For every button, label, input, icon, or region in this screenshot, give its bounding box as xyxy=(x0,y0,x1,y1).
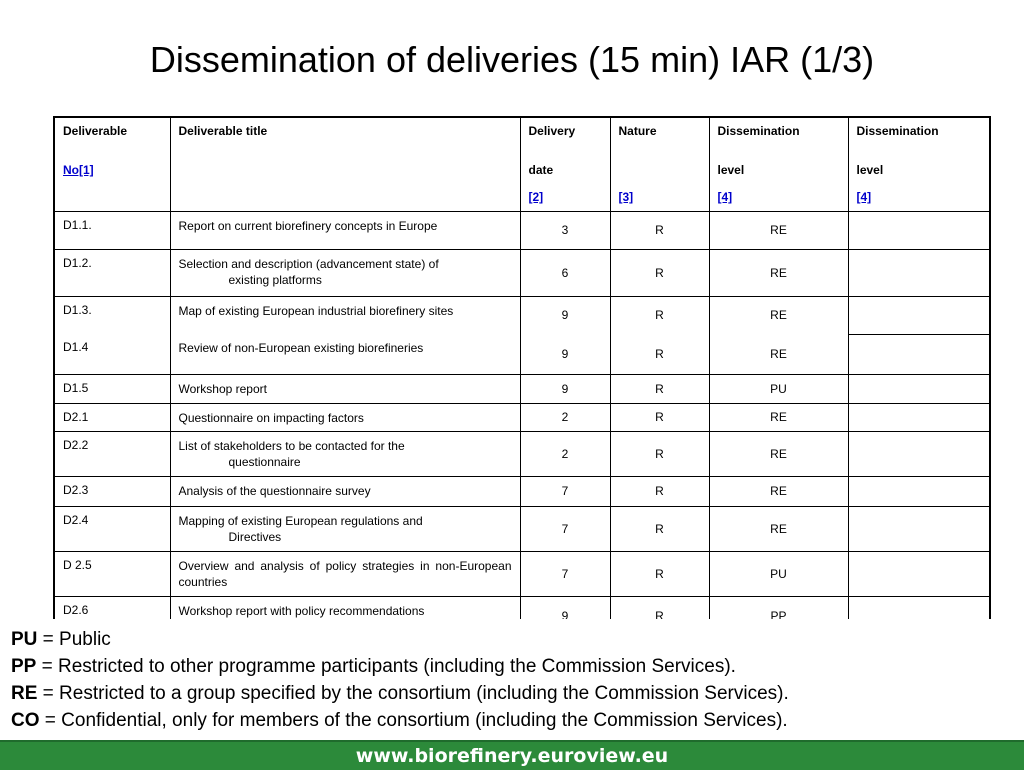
row-nature: R xyxy=(610,506,709,551)
header-deliverable-title-label: Deliverable title xyxy=(178,124,268,138)
footnote-link-3[interactable]: [3] xyxy=(618,190,634,204)
row-date: 9 xyxy=(520,374,610,403)
row-nature: R xyxy=(610,334,709,374)
legend-code: CO xyxy=(11,710,40,731)
row-level: PP xyxy=(709,596,848,619)
row-title-continued: questionnaire xyxy=(228,454,301,469)
row-level-2 xyxy=(848,596,990,619)
row-nature: R xyxy=(610,374,709,403)
row-level: RE xyxy=(709,431,848,476)
row-level-2 xyxy=(848,296,990,334)
table-row xyxy=(54,296,990,334)
footer-url-link[interactable]: www.biorefinery.euroview.eu xyxy=(355,745,669,767)
row-title: List of stakeholders to be contacted for the xyxy=(178,438,405,453)
table-row xyxy=(54,403,990,431)
row-id: D2.4 xyxy=(63,512,89,527)
deliverables-table xyxy=(53,116,991,619)
legend-text: = Confidential, only for members of the consortium (including the Commission Services). xyxy=(39,710,788,731)
footnote-link-2[interactable]: [2] xyxy=(528,190,544,204)
row-level: PU xyxy=(709,374,848,403)
row-id: D1.4 xyxy=(63,340,89,354)
header-dissemination-level-2 xyxy=(848,117,990,211)
row-date: 7 xyxy=(520,551,610,596)
footnote-link-4[interactable]: [4] xyxy=(717,190,733,204)
legend-item xyxy=(11,680,1011,707)
row-nature: R xyxy=(610,596,709,619)
row-title: Questionnaire on impacting factors xyxy=(178,410,364,425)
row-date: 3 xyxy=(520,211,610,249)
row-level: RE xyxy=(709,506,848,551)
footer-bar xyxy=(0,740,1024,770)
row-level-2 xyxy=(848,431,990,476)
row-id: D1.1. xyxy=(63,217,92,232)
footnote-link-1[interactable]: No[1] xyxy=(63,163,94,177)
table-row xyxy=(54,211,990,249)
row-id: D2.1 xyxy=(63,409,89,424)
row-title-continued: existing platforms xyxy=(228,272,322,287)
row-date: 7 xyxy=(520,506,610,551)
row-title: Mapping of existing European regulations and xyxy=(178,513,423,528)
legend-text: = Restricted to other programme participants (including the Commission Services). xyxy=(36,656,736,677)
header-deliverable-label: Deliverable xyxy=(63,124,128,138)
slide-title: Dissemination of deliveries (15 min) IAR (1/3) xyxy=(149,39,875,80)
row-nature: R xyxy=(610,249,709,296)
header-dissemination-label-2: Dissemination xyxy=(856,124,939,138)
row-date: 9 xyxy=(520,296,610,334)
row-level-2 xyxy=(848,211,990,249)
header-nature xyxy=(610,117,709,211)
row-title: Workshop report with policy recommendations xyxy=(178,603,425,618)
row-nature: R xyxy=(610,211,709,249)
header-date-label: date xyxy=(528,163,554,177)
row-title: Report on current biorefinery concepts in Europe xyxy=(178,218,438,233)
table-row xyxy=(54,476,990,506)
footnote-link-4b[interactable]: [4] xyxy=(856,190,872,204)
row-title: Map of existing European industrial biorefinery sites xyxy=(178,303,454,318)
header-deliverable xyxy=(54,117,170,211)
row-level: RE xyxy=(709,296,848,334)
row-date: 9 xyxy=(520,334,610,374)
row-date: 2 xyxy=(520,403,610,431)
header-level-label-2: level xyxy=(856,163,884,177)
legend-code: RE xyxy=(11,683,38,704)
row-level: RE xyxy=(709,249,848,296)
header-deliverable-title xyxy=(170,117,520,211)
table-row xyxy=(54,551,990,596)
row-title-continued: Directives xyxy=(228,529,282,544)
row-date: 2 xyxy=(520,431,610,476)
row-level-2 xyxy=(848,334,990,374)
header-delivery-label: Delivery xyxy=(528,124,576,138)
row-date: 9 xyxy=(520,596,610,619)
row-title: Analysis of the questionnaire survey xyxy=(178,483,371,498)
legend-item xyxy=(11,626,1011,653)
legend-code: PP xyxy=(11,656,37,677)
row-date: 6 xyxy=(520,249,610,296)
legend-item xyxy=(11,653,1011,680)
row-title: Selection and description (advancement state) of xyxy=(178,256,439,271)
row-level: RE xyxy=(709,334,848,374)
row-level-2 xyxy=(848,403,990,431)
row-title: Review of non-European existing biorefineries xyxy=(178,341,424,355)
table-row xyxy=(54,431,990,476)
table-row xyxy=(54,374,990,403)
row-date: 7 xyxy=(520,476,610,506)
header-delivery-date xyxy=(520,117,610,211)
row-level: RE xyxy=(709,476,848,506)
row-id: D 2.5 xyxy=(63,557,92,572)
row-id: D1.2. xyxy=(63,255,92,270)
row-level-2 xyxy=(848,551,990,596)
row-level: PU xyxy=(709,551,848,596)
row-id: D1.3. xyxy=(63,302,92,317)
row-id: D2.2 xyxy=(63,437,89,452)
row-nature: R xyxy=(610,551,709,596)
table-row xyxy=(54,596,990,619)
row-nature: R xyxy=(610,403,709,431)
table-row xyxy=(54,506,990,551)
legend-text: = Restricted to a group specified by the consortium (including the Commission Services). xyxy=(37,683,789,704)
row-title: Workshop report xyxy=(178,381,267,396)
row-level-2 xyxy=(848,476,990,506)
legend-text: = Public xyxy=(37,629,111,650)
row-level-2 xyxy=(848,249,990,296)
row-level: RE xyxy=(709,211,848,249)
row-id: D1.5 xyxy=(63,380,89,395)
row-nature: R xyxy=(610,476,709,506)
row-nature: R xyxy=(610,431,709,476)
row-nature: R xyxy=(610,296,709,334)
row-level-2 xyxy=(848,374,990,403)
legend-code: PU xyxy=(11,629,38,650)
header-nature-label: Nature xyxy=(618,124,657,138)
header-level-label: level xyxy=(717,163,745,177)
legend xyxy=(11,626,1011,734)
legend-item xyxy=(11,707,1011,734)
row-level-2 xyxy=(848,506,990,551)
row-id: D2.3 xyxy=(63,482,89,497)
row-level: RE xyxy=(709,403,848,431)
header-dissemination-level xyxy=(709,117,848,211)
deliverables-table-wrapper xyxy=(53,116,991,619)
header-dissemination-label: Dissemination xyxy=(717,124,800,138)
table-row xyxy=(54,334,990,374)
table-row xyxy=(54,249,990,296)
row-id: D2.6 xyxy=(63,602,89,617)
table-header-row xyxy=(54,117,990,211)
row-title: Overview and analysis of policy strategies in non-European countries xyxy=(178,558,512,589)
